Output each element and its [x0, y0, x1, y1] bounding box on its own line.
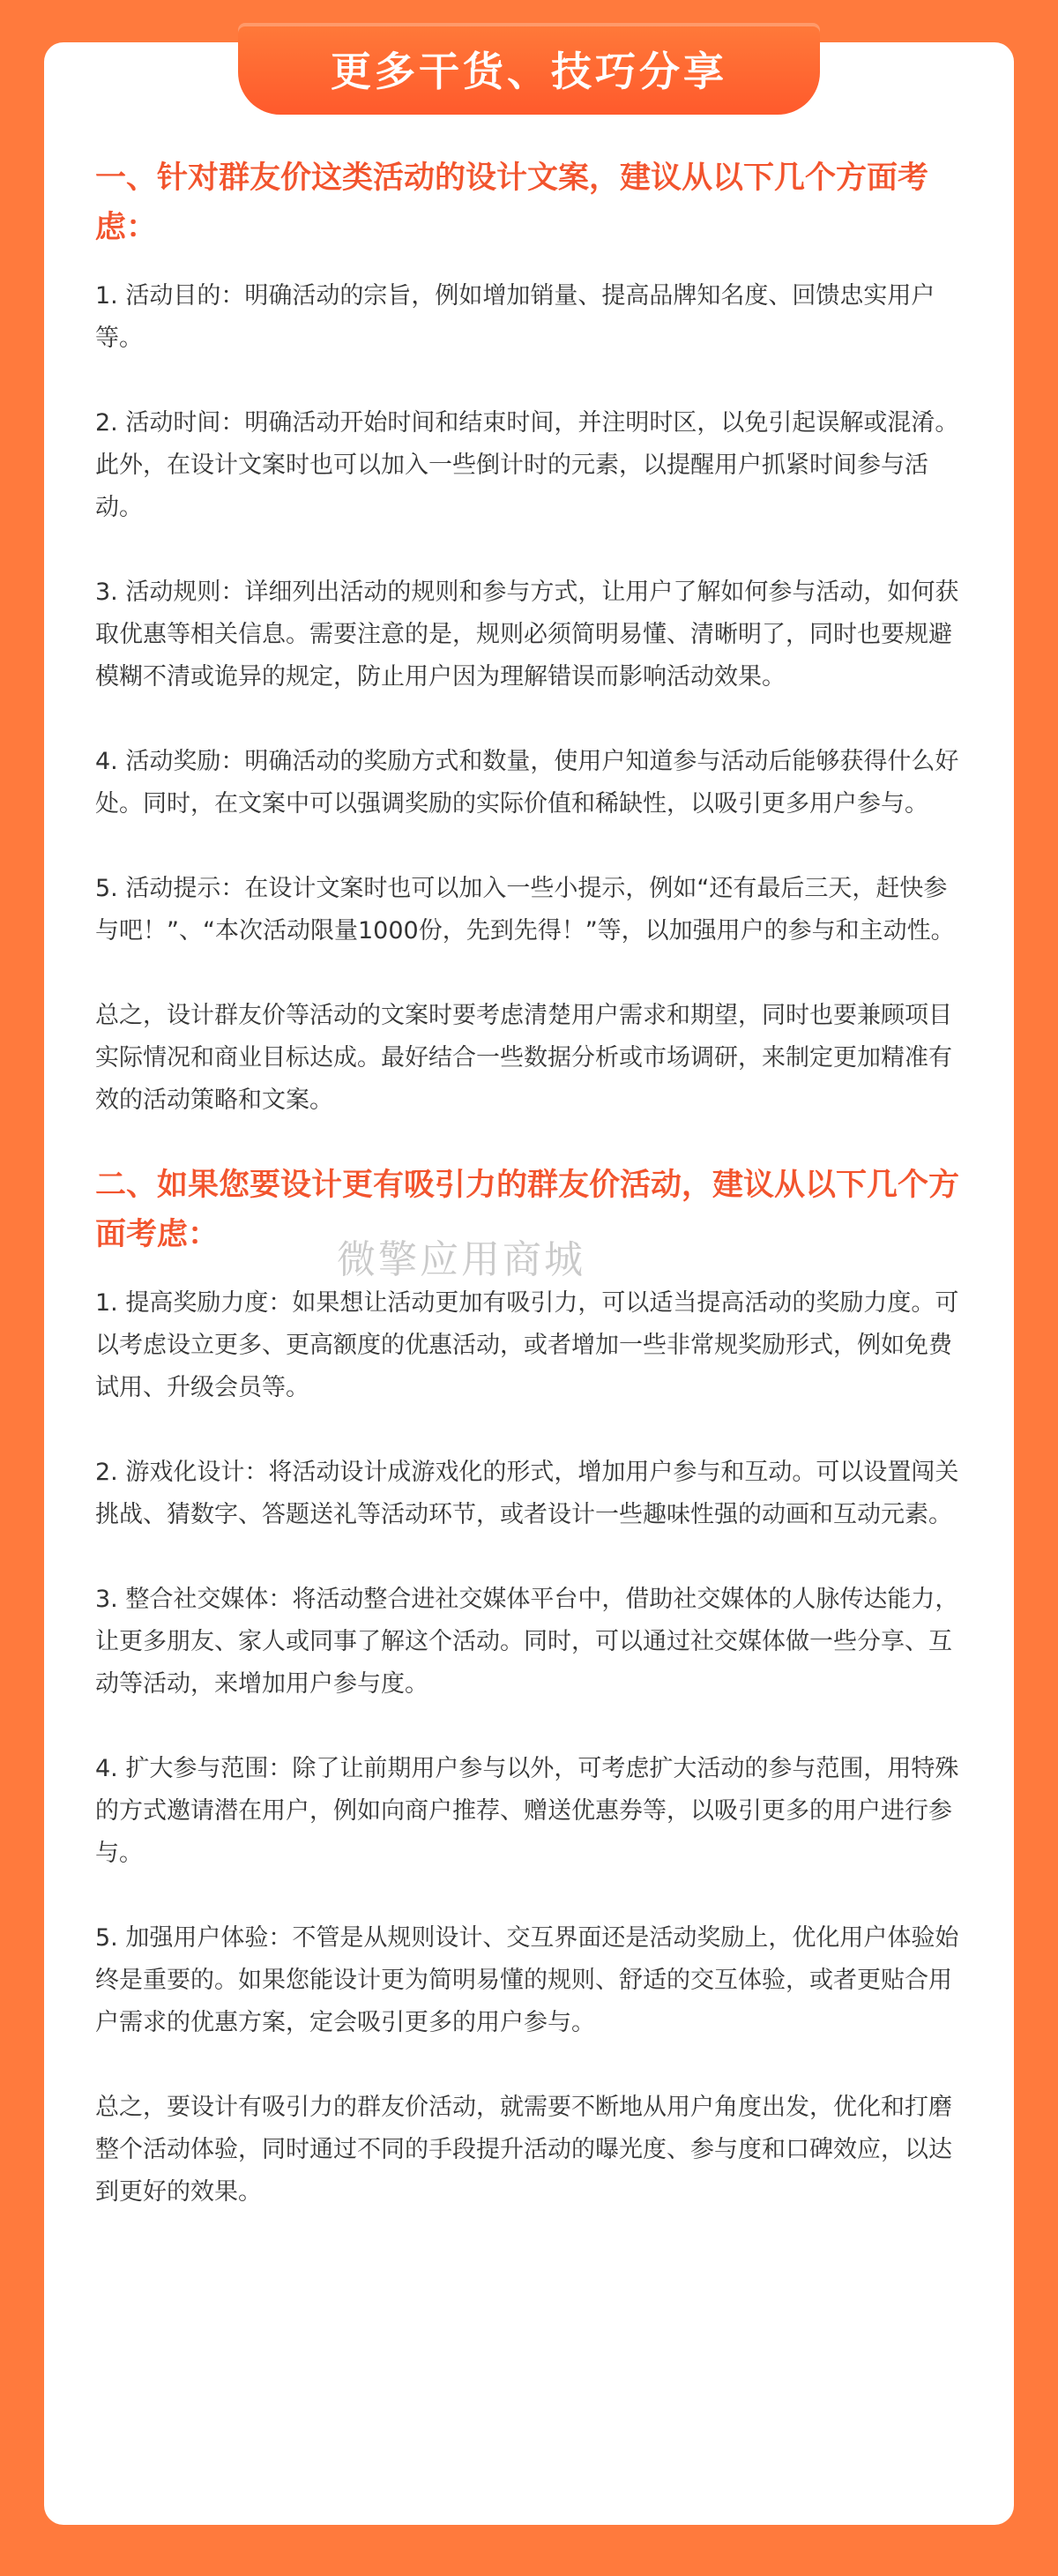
- section-2-paragraph: 2. 游戏化设计：将活动设计成游戏化的形式，增加用户参与和互动。可以设置闯关挑战、猜数字、答题送礼等活动环节，或者设计一些趣味性强的动画和互动元素。: [95, 1459, 959, 1528]
- section-2-summary: 总之，要设计有吸引力的群友价活动，就需要不断地从用户角度出发，优化和打磨整个活动体验，同时通过不同的手段提升活动的曝光度、参与度和口碑效应，以达到更好的效果。: [95, 2094, 952, 2206]
- section-2-heading: 二、如果您要设计更有吸引力的群友价活动，建议从以下几个方面考虑：: [95, 1168, 960, 1252]
- section-2-paragraph: 3. 整合社交媒体：将活动整合进社交媒体平台中，借助社交媒体的人脉传达能力，让更多朋友、家人或同事了解这个活动。同时，可以通过社交媒体做一些分享、互动等活动，来增加用户参与度。: [95, 1586, 959, 1698]
- section-1-summary: 总之，设计群友价等活动的文案时要考虑清楚用户需求和期望，同时也要兼顾项目实际情况和商业目标达成。最好结合一些数据分析或市场调研，来制定更加精准有效的活动策略和文案。: [95, 1002, 952, 1114]
- section-2-paragraph: 5. 加强用户体验：不管是从规则设计、交互界面还是活动奖励上，优化用户体验始终是重要的。如果您能设计更为简明易懂的规则、舒适的交互体验，或者更贴合用户需求的优惠方案，定会吸引更多的用户参与。: [95, 1924, 959, 2036]
- watermark: 微擎应用商城: [337, 1237, 585, 1282]
- section-2-paragraph: 1. 提高奖励力度：如果想让活动更加有吸引力，可以适当提高活动的奖励力度。可以考虑设立更多、更高额度的优惠活动，或者增加一些非常规奖励形式，例如免费试用、升级会员等。: [95, 1289, 959, 1401]
- section-1-paragraph: 1. 活动目的：明确活动的宗旨，例如增加销量、提高品牌知名度、回馈忠实用户等。: [95, 282, 935, 352]
- banner-title: 更多干货、技巧分享: [238, 23, 820, 115]
- section-1-paragraph: 3. 活动规则：详细列出活动的规则和参与方式，让用户了解如何参与活动，如何获取优惠等相关信息。需要注意的是，规则必须简明易懂、清晰明了，同时也要规避模糊不清或诡异的规定，防止用户因为理解错误而影响活动效果。: [95, 579, 959, 691]
- section-1-paragraph: 5. 活动提示：在设计文案时也可以加入一些小提示，例如“还有最后三天，赶快参与吧！”、“本次活动限量1000份，先到先得！”等，以加强用户的参与和主动性。: [95, 875, 955, 945]
- section-1-heading: 一、针对群友价这类活动的设计文案，建议从以下几个方面考虑：: [95, 161, 929, 245]
- section-1-paragraph: 4. 活动奖励：明确活动的奖励方式和数量，使用户知道参与活动后能够获得什么好处。同时，在文案中可以强调奖励的实际价值和稀缺性，以吸引更多用户参与。: [95, 748, 959, 818]
- section-2-paragraph: 4. 扩大参与范围：除了让前期用户参与以外，可考虑扩大活动的参与范围，用特殊的方式邀请潜在用户，例如向商户推荐、赠送优惠券等，以吸引更多的用户进行参与。: [95, 1755, 959, 1867]
- section-1-paragraph: 2. 活动时间：明确活动开始时间和结束时间，并注明时区，以免引起误解或混淆。此外，在设计文案时也可以加入一些倒计时的元素，以提醒用户抓紧时间参与活动。: [95, 409, 959, 521]
